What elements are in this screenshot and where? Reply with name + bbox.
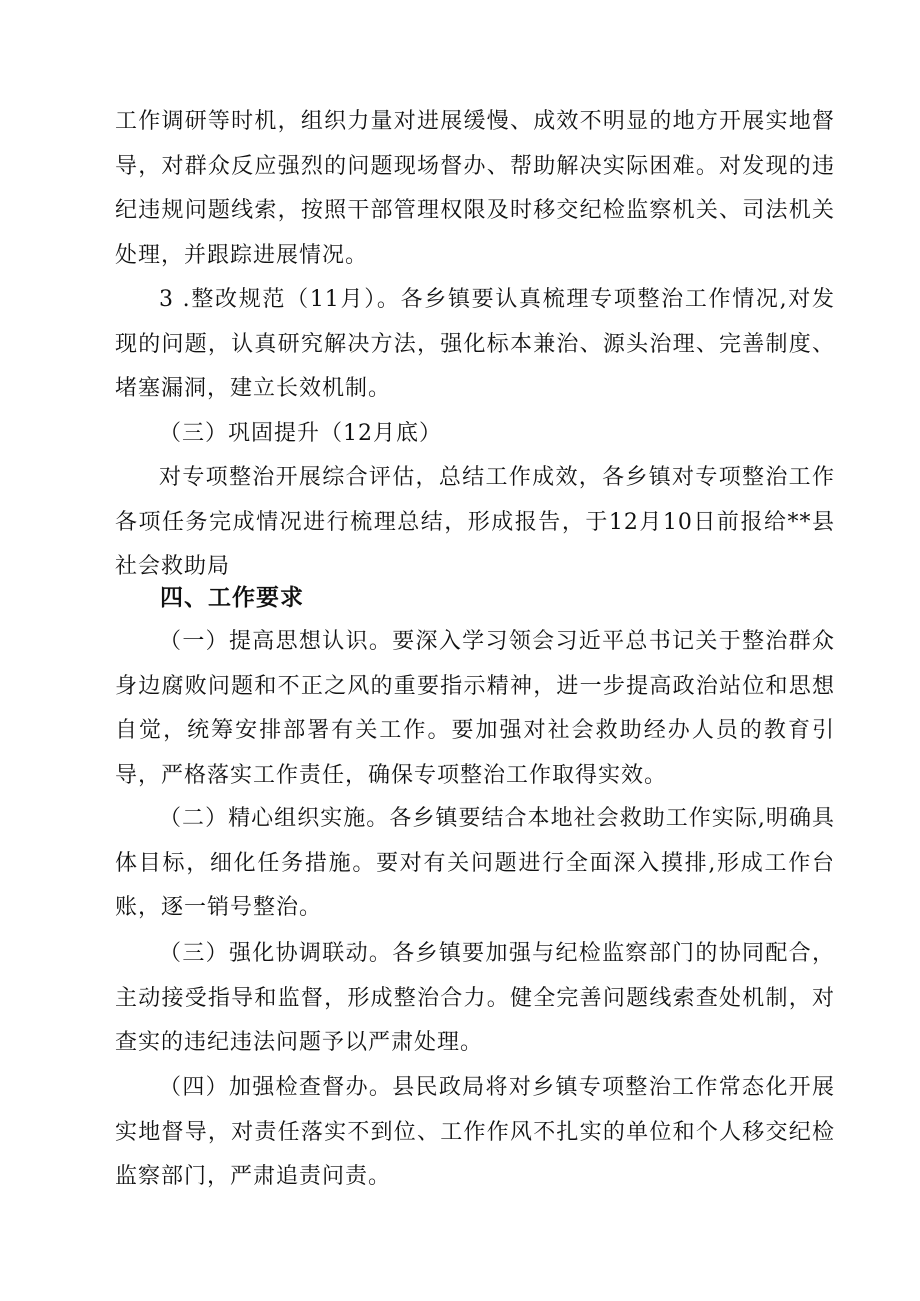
subheading-consolidation: （三）巩固提升（12月底） [159,421,442,446]
paragraph-requirement-3: （三）强化协调联动。各乡镇要加强与纪检监察部门的协同配合，主动接受指导和监督，形成整治合力。健全完善问题线索查处机制，对查实的违纪违法问题予以严肃处理。 [115,941,835,1055]
section-heading-requirements: 四、工作要求 [160,585,304,611]
paragraph-supervision-continued: 工作调研等时机，组织力量对进展缓慢、成效不明显的地方开展实地督导，对群众反应强烈的问题现场督办、帮助解决实际困难。对发现的违纪违规问题线索，按照干部管理权限及时移交纪检监察机关、司法机关处理，并跟踪进展情况。 [115,109,835,268]
paragraph-requirement-4: （四）加强检查督办。县民政局将对乡镇专项整治工作常态化开展实地督导，对责任落实不到位、工作作风不扎实的单位和个人移交纪检监察部门，严肃追责问责。 [115,1075,835,1189]
paragraph-evaluation: 对专项整治开展综合评估，总结工作成效，各乡镇对专项整治工作各项任务完成情况进行梳理总结，形成报告，于12月10日前报给**县社会救助局 [115,465,835,579]
paragraph-requirement-1: （一）提高思想认识。要深入学习领会习近平总书记关于整治群众身边腐败问题和不正之风的重要指示精神，进一步提高政治站位和思想自觉，统筹安排部署有关工作。要加强对社会救助经办人员的教育引导，严格落实工作责任，确保专项整治工作取得实效。 [115,629,835,788]
paragraph-rectification: 3 .整改规范（11月）。各乡镇要认真梳理专项整治工作情况,对发现的问题，认真研究解决方法，强化标本兼治、源头治理、完善制度、堵塞漏洞，建立长效机制。 [115,287,835,401]
paragraph-requirement-2: （二）精心组织实施。各乡镇要结合本地社会救助工作实际,明确具体目标，细化任务措施。要对有关问题进行全面深入摸排,形成工作台账，逐一销号整治。 [115,806,835,920]
